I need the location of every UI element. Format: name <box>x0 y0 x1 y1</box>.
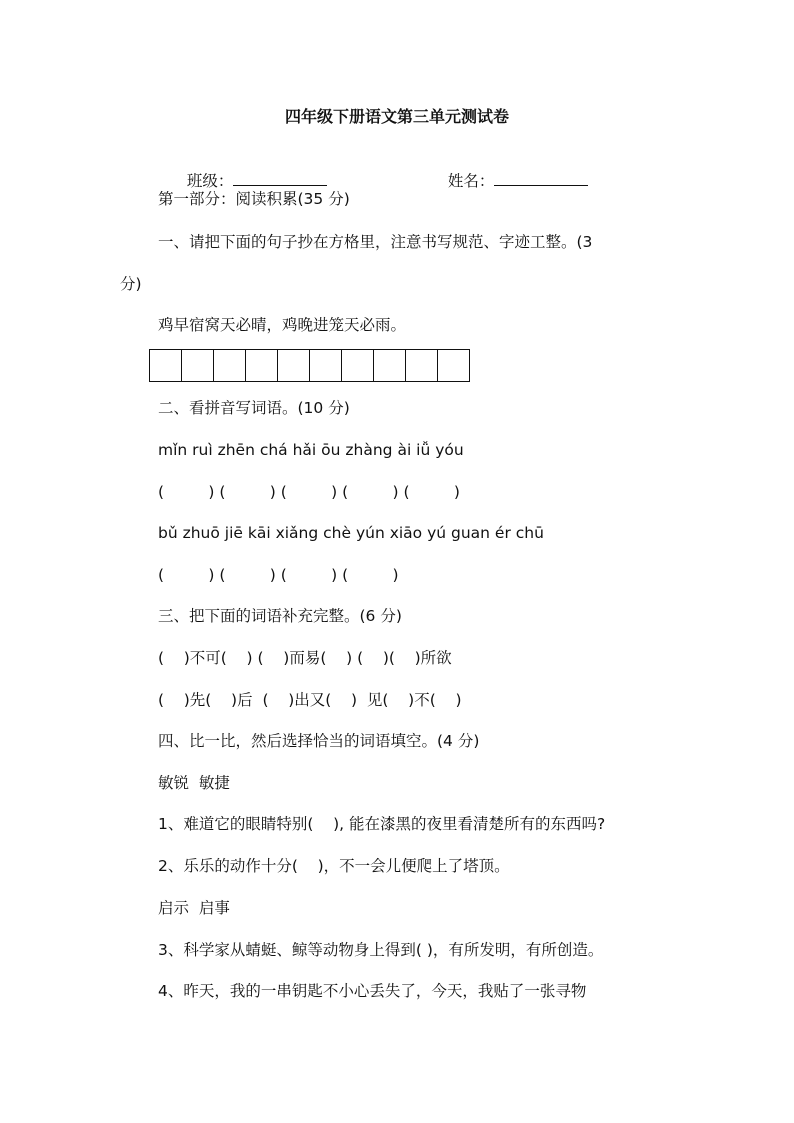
grid-cell[interactable] <box>406 350 438 381</box>
q2-pinyin-2: bǔ zhuō jiē kāi xiǎng chè yún xiāo yú guan ér chū <box>158 524 544 542</box>
grid-cell[interactable] <box>246 350 278 381</box>
q2-heading: 二、看拼音写词语。(10 分) <box>158 399 350 417</box>
class-blank[interactable] <box>233 169 327 186</box>
q3-line-1[interactable]: ( )不可( ) ( )而易( ) ( )( )所欲 <box>158 649 452 667</box>
q4-sentence-4[interactable]: 4、昨天，我的一串钥匙不小心丢失了，今天，我贴了一张寻物 <box>158 982 587 1000</box>
grid-cell[interactable] <box>342 350 374 381</box>
q4-word-pair-1: 敏锐 敏捷 <box>158 774 230 792</box>
q4-sentence-3[interactable]: 3、科学家从蜻蜓、鲸等动物身上得到( )，有所发明，有所创造。 <box>158 941 604 959</box>
writing-grid <box>149 349 470 382</box>
part-heading: 第一部分：阅读积累(35 分) <box>158 190 350 208</box>
q2-answer-row-1[interactable]: ( ) ( ) ( ) ( ) ( ) <box>158 483 460 501</box>
grid-cell[interactable] <box>182 350 214 381</box>
q4-sentence-1[interactable]: 1、难道它的眼睛特别( ), 能在漆黑的夜里看清楚所有的东西吗? <box>158 815 606 833</box>
q3-line-2[interactable]: ( )先( )后 ( )出又( ) 见( )不( ) <box>158 691 462 709</box>
name-blank[interactable] <box>494 169 588 186</box>
q3-heading: 三、把下面的词语补充完整。(6 分) <box>158 607 402 625</box>
grid-cell[interactable] <box>278 350 310 381</box>
q4-sentence-2[interactable]: 2、乐乐的动作十分( )，不一会儿便爬上了塔顶。 <box>158 857 510 875</box>
class-field <box>177 147 327 192</box>
q1-heading: 一、请把下面的句子抄在方格里，注意书写规范、字迹工整。(3 <box>158 233 593 251</box>
grid-cell[interactable] <box>310 350 342 381</box>
q2-answer-row-2[interactable]: ( ) ( ) ( ) ( ) <box>158 566 399 584</box>
grid-cell[interactable] <box>438 350 470 381</box>
q1-sentence: 鸡早宿窝天必晴，鸡晚进笼天必雨。 <box>158 316 407 334</box>
grid-cell[interactable] <box>150 350 182 381</box>
name-field <box>438 147 588 192</box>
q4-word-pair-2: 启示 启事 <box>158 899 230 917</box>
q1-heading-cont: 分) <box>120 275 142 293</box>
grid-cell[interactable] <box>374 350 406 381</box>
page-title: 四年级下册语文第三单元测试卷 <box>284 107 509 126</box>
q2-pinyin-1: mǐn ruì zhēn chá hǎi ōu zhàng ài iǚ yóu <box>158 441 464 459</box>
class-label: 班级： <box>186 172 234 190</box>
q4-heading: 四、比一比，然后选择恰当的词语填空。(4 分) <box>158 732 480 750</box>
name-label: 姓名： <box>447 172 495 190</box>
grid-cell[interactable] <box>214 350 246 381</box>
